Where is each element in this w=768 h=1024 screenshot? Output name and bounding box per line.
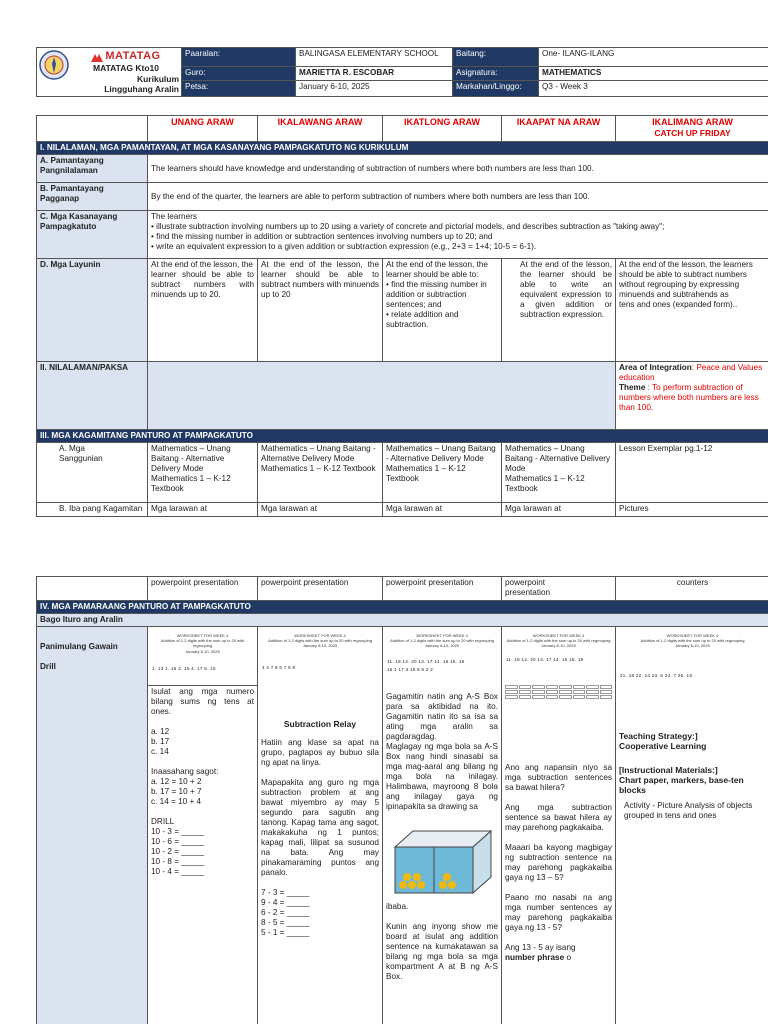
section-4-header: IV. MGA PAMARAANG PANTURO AT PAMPAGKATUTO xyxy=(37,601,768,614)
content-topic-cell xyxy=(148,362,616,430)
subject-label: Asignatura: xyxy=(453,66,539,80)
material-day-5: counters xyxy=(616,577,768,601)
day-3-text-b: ibaba. Kunin ang inyong show me board at isulat ang addition sentence na kumakatawan sa bilang ng mga bola sa mga kompartment A at B ng A-S Box. xyxy=(386,902,498,981)
header-title-2: Kurikulum xyxy=(136,73,179,84)
objective-day-1: At the end of the lesson, the learner should be able to subtract numbers with minuends up to 20. xyxy=(148,259,258,362)
day-5-header: IKALIMANG ARAW CATCH UP FRIDAY xyxy=(616,116,768,142)
reference-day-2: Mathematics – Unang Baitang - Alternative Delivery Mode Mathematics 1 – K-12 Textbook xyxy=(258,443,383,503)
other-materials-day-1: Mga larawan at xyxy=(148,503,258,517)
other-materials-label: B. Iba pang Kagamitan xyxy=(37,503,148,517)
worksheet-grid xyxy=(502,681,615,745)
row-c-text: The learners • illustrate subtraction involving numbers up to 20 using a variety of concrete and pictorial models, and describes subtraction as "taking away"; • find the missing number in addition or subtraction sentences involving numbers up to 20; and • write an equivalent expression to a given addition or subtraction expression (e.g., 2+3 = 1+4; 10-5 = 6-1). xyxy=(148,211,768,259)
grade-label: Baitang: xyxy=(453,48,539,67)
teaching-strategy: Teaching Strategy:] Cooperative Learning xyxy=(619,731,707,752)
reference-day-1: Mathematics – Unang Baitang - Alternative Delivery Mode Mathematics 1 – K-12 Textbook xyxy=(148,443,258,503)
activity-description: Activity - Picture Analysis of objects grouped in tens and ones xyxy=(624,800,753,820)
worksheet-thumbnail-5: WORKSHEET FOR WEEK 4 Addition of 1-2 digits with the sum up to 20 with regrouping January 6-10, 2025 21. 18 22. 14 23. 6 24. 7 25. 18 xyxy=(620,633,745,678)
lesson-plan-table xyxy=(36,115,768,517)
activity-day-1 xyxy=(148,627,258,1024)
school-label: Paaralan: xyxy=(182,48,296,67)
header-title-1: MATATAG Kto10 xyxy=(93,63,159,74)
other-materials-day-4: Mga larawan at xyxy=(502,503,616,517)
other-materials-day-5: Pictures xyxy=(616,503,768,517)
instructional-materials: [Instructional Materials:] Chart paper, markers, base-ten blocks xyxy=(619,764,744,796)
objective-day-2: At the end of the lesson, the learner should be able to subtract numbers with minuends up to 20 xyxy=(258,259,383,362)
activity-day-2 xyxy=(258,627,383,1024)
integration-cell: Area of Integration: Peace and Values education Theme : To perform subtraction of numbers where both numbers are less than 100. xyxy=(616,362,768,430)
references-label: A. Mga Sanggunian xyxy=(37,443,148,503)
matatag-mark-icon xyxy=(91,52,103,62)
worksheet-thumbnail-1: WORKSHEET FOR WEEK 4 Addition of 1-2 digits with the sum up to 20 with regrouping January 6-10, 2025 1. 13 1. 16 3. 15 4. 17 5. 15 xyxy=(152,633,245,671)
school-value: BALINGASA ELEMENTARY SCHOOL xyxy=(296,48,453,67)
drill-label: Drill xyxy=(40,662,56,671)
teacher-value: MARIETTA R. ESCOBAR xyxy=(296,66,453,80)
activity-label-cell xyxy=(37,627,148,1024)
row-a-text: The learners should have knowledge and understanding of subtraction of numbers where both numbers are less than 100. xyxy=(148,155,768,183)
objective-day-4: At the end of the lesson, the learner should be able to write an equivalent expression to a given addition or subtraction expression. xyxy=(502,259,616,362)
objective-day-3: At the end of the lesson, the learner should be able to: • find the missing number in addition or subtraction sentences; and • relate addition and subtraction. xyxy=(383,259,502,362)
material-day-2: powerpoint presentation xyxy=(258,577,383,601)
other-materials-day-2: Mga larawan at xyxy=(258,503,383,517)
objective-day-5: At the end of the lesson, the learners should be able to subtract numbers without regrouping by expressing minuends and subtrahends as tens and ones (expanded form).. xyxy=(616,259,768,362)
before-lesson-header: Bago Ituro ang Aralin xyxy=(37,614,768,627)
subject-value: MATHEMATICS xyxy=(539,66,768,80)
quarter-value: Q3 - Week 3 xyxy=(539,80,768,97)
grade-value: One- ILANG-ILANG xyxy=(539,48,768,67)
blank-corner xyxy=(37,116,148,142)
other-materials-day-3: Mga larawan at xyxy=(383,503,502,517)
activity-day-5 xyxy=(616,627,768,1024)
day-3-header: IKATLONG ARAW xyxy=(383,116,502,142)
row-d-label: D. Mga Layunin xyxy=(37,259,148,362)
row-c-label: C. Mga Kasanayang Pampagkatuto xyxy=(37,211,148,259)
section-1-header: I. NILALAMAN, MGA PAMANTAYAN, AT MGA KASANAYANG PAMPAGKATUTO NG KURIKULUM xyxy=(37,142,768,155)
day-1-header: UNANG ARAW xyxy=(148,116,258,142)
matatag-logo: MATATAG xyxy=(73,50,179,63)
day-1-text: Isulat ang mga numero bilang sums ng tens at ones. a. 12 b. 17 c. 14 Inaasahang sagot: a. 12 = 10 + 2 b. 17 = 10 + 7 c. 14 = 10 + 4 DRILL 10 - 3 = _____ 10 - 6 = _____ 10 - 2 = _____ 10 - 8 = _____ 10 - 4 = _____ xyxy=(148,685,257,878)
day-2-text: Hatiin ang klase sa apat na grupo, pagtapos ay bubuo sila ng apat na linya. Mapapakita ang guro ng mga subtraction problem at ang bawat miyembro ay may 5 segundo para sagutin ang tanong. Kapag tama ang sagot, makakakuha ng 1 puntos; kapag mali, lilipat sa susunod na bata. Ang may pinakamaraming puntos ang panalo. 7 - 3 = _____ 9 - 4 = _____ 6 - 2 = _____ 8 - 5 = _____ 5 - 1 = _____ xyxy=(261,738,379,938)
panimula-label: Panimulang Gawain xyxy=(40,642,118,651)
header-table xyxy=(36,47,768,97)
day-4-text: Ano ang napansin niyo sa mga subtraction sentences sa bawat hilera? Ang mga subtraction sentence sa bawat hilera ay may parehong pagkakaiba. Maaari ba kayong magbigay ng subtraction sentence na may parehong pagkakaiba gaya ng 13 – 5? Paano mo nasabi na ang mga number sentences ay may parehong pagkakaiba gaya ng 13 - 5? Ang 13 - 5 ay isang number phrase o xyxy=(505,763,612,962)
row-b-label: B. Pamantayang Pagganap xyxy=(37,183,148,211)
header-logo-cell xyxy=(37,48,182,97)
material-day-3: powerpoint presentation xyxy=(383,577,502,601)
worksheet-thumbnail-3: WORKSHEET FOR WEEK 4 Addition of 1-2 digits with the sum up to 20 with regrouping January 6-10, 2025 11. 18 12. 20 13. 17 14. 16 15. 19 16 1 17 3 15 6 6 2 2 xyxy=(387,633,494,673)
teacher-label: Guro: xyxy=(182,66,296,80)
date-label: Petsa: xyxy=(182,80,296,97)
reference-day-5: Lesson Exemplar pg.1-12 xyxy=(616,443,768,503)
reference-day-4: Mathematics – Unang Baitang - Alternative Delivery Mode Mathematics 1 – K-12 Textbook xyxy=(502,443,616,503)
day-2-header: IKALAWANG ARAW xyxy=(258,116,383,142)
subtraction-relay-title: Subtraction Relay xyxy=(283,719,357,729)
worksheet-thumbnail-4: WORKSHEET FOR WEEK 4 Addition of 1-2 digits with the sum up to 20 with regrouping January 6-10, 2025 11. 18 12. 20 13. 17 14. 16 15. 19 xyxy=(506,633,611,662)
activity-day-4 xyxy=(502,627,616,1024)
quarter-label: Markahan/Linggo: xyxy=(453,80,539,97)
header-title-3: Lingguhang Aralin xyxy=(104,84,179,95)
worksheet-thumbnail-2: WORKSHEET FOR WEEK 4 Addition of 1-2 digits with the sum up to 20 with regrouping January 6-10, 2025 4 4 7 8 6 7 6 9 xyxy=(262,633,372,670)
reference-day-3: Mathematics – Unang Baitang - Alternative Delivery Mode Mathematics 1 – K-12 Textbook xyxy=(383,443,502,503)
row-b-text: By the end of the quarter, the learners are able to perform subtraction of numbers where both numbers are less than 100. xyxy=(148,183,768,211)
material-day-4: powerpoint presentation xyxy=(502,577,616,601)
blank-left xyxy=(37,577,148,601)
material-day-1: powerpoint presentation xyxy=(148,577,258,601)
row-a-label: A. Pamantayang Pangnilalaman xyxy=(37,155,148,183)
procedures-table xyxy=(36,576,768,1024)
as-box-illustration xyxy=(387,819,497,899)
section-3-header: III. MGA KAGAMITANG PANTURO AT PAMPAGKATUTO xyxy=(37,430,768,443)
date-value: January 6-10, 2025 xyxy=(296,80,453,97)
day-3-text-a: Gagamitin natin ang A-S Box para sa aktibidad na ito. Gagamitin natin ito sa isa sa ating mga aralin sa pagdaragdag. Maglagay ng mga bola sa A-S Box nang hindi sinasabi sa mga mag-aaral ang bilang ng mga bola na inilagay. Halimbawa, mayroong 8 bola ang inilagay gaya ng ipinapakita sa drawing sa xyxy=(386,692,498,811)
activity-day-3 xyxy=(383,627,502,1024)
day-4-header: IKAAPAT NA ARAW xyxy=(502,116,616,142)
deped-seal-icon xyxy=(39,50,69,80)
section-2-label: II. NILALAMAN/PAKSA xyxy=(37,362,148,430)
